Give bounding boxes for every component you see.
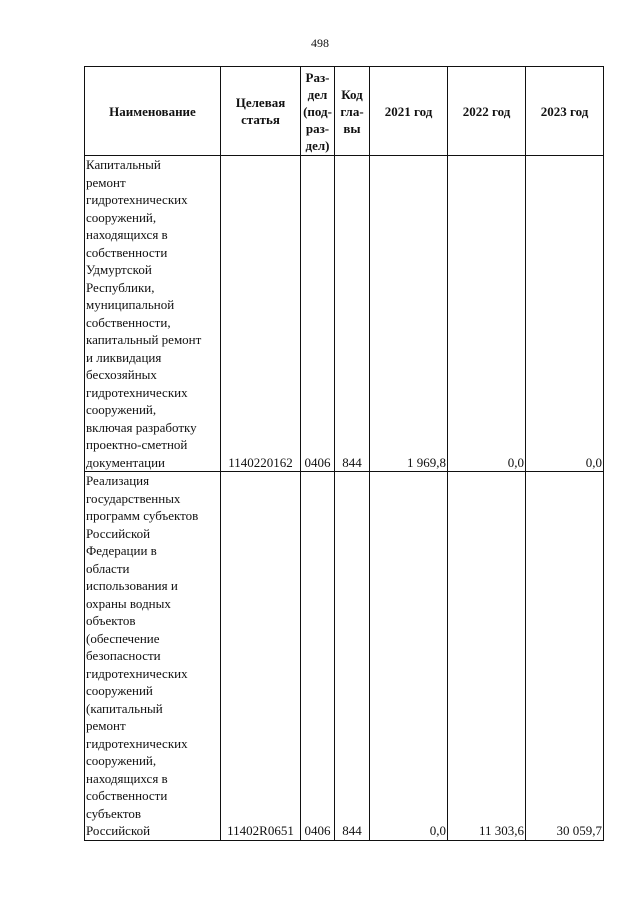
row-chapter-code: 844 bbox=[335, 156, 370, 472]
table-row bbox=[85, 156, 604, 472]
row-value-2021: 0,0 bbox=[370, 472, 448, 841]
row-chapter-code: 844 bbox=[335, 472, 370, 841]
row-value-2022: 0,0 bbox=[448, 156, 526, 472]
header-year-2021: 2021 год bbox=[370, 67, 448, 156]
table-row bbox=[85, 472, 604, 841]
header-target-article: Целевая статья bbox=[221, 67, 301, 156]
header-year-2022: 2022 год bbox=[448, 67, 526, 156]
header-year-2023: 2023 год bbox=[526, 67, 604, 156]
row-section: 0406 bbox=[301, 156, 335, 472]
header-chapter-code: Код гла- вы bbox=[335, 67, 370, 156]
row-target-article: 11402R0651 bbox=[221, 472, 301, 841]
row-section: 0406 bbox=[301, 472, 335, 841]
row-value-2023: 30 059,7 bbox=[526, 472, 604, 841]
row-value-2023: 0,0 bbox=[526, 156, 604, 472]
header-section: Раз- дел (под- раз- дел) bbox=[301, 67, 335, 156]
row-value-2022: 11 303,6 bbox=[448, 472, 526, 841]
row-target-article: 1140220162 bbox=[221, 156, 301, 472]
row-value-2021: 1 969,8 bbox=[370, 156, 448, 472]
page-number: 498 bbox=[311, 36, 329, 50]
header-name: Наименование bbox=[85, 67, 221, 156]
table-header-row bbox=[85, 67, 604, 156]
row-name: Реализация государственных программ субъектов Российской Федерации в области использования и охраны водных объектов (обеспечение безопасности гидротехнических сооружений (капитальный ремонт гидротехнических сооружений, находящихся в собственности субъектов Российской bbox=[85, 472, 221, 841]
row-name: Капитальный ремонт гидротехнических сооружений, находящихся в собственности Удмуртской Республики, муниципальной собственности, капитальный ремонт и ликвидация бесхозяйных гидротехнических сооружений, включая разработку проектно-сметной документации bbox=[85, 156, 221, 472]
budget-table bbox=[84, 66, 604, 841]
